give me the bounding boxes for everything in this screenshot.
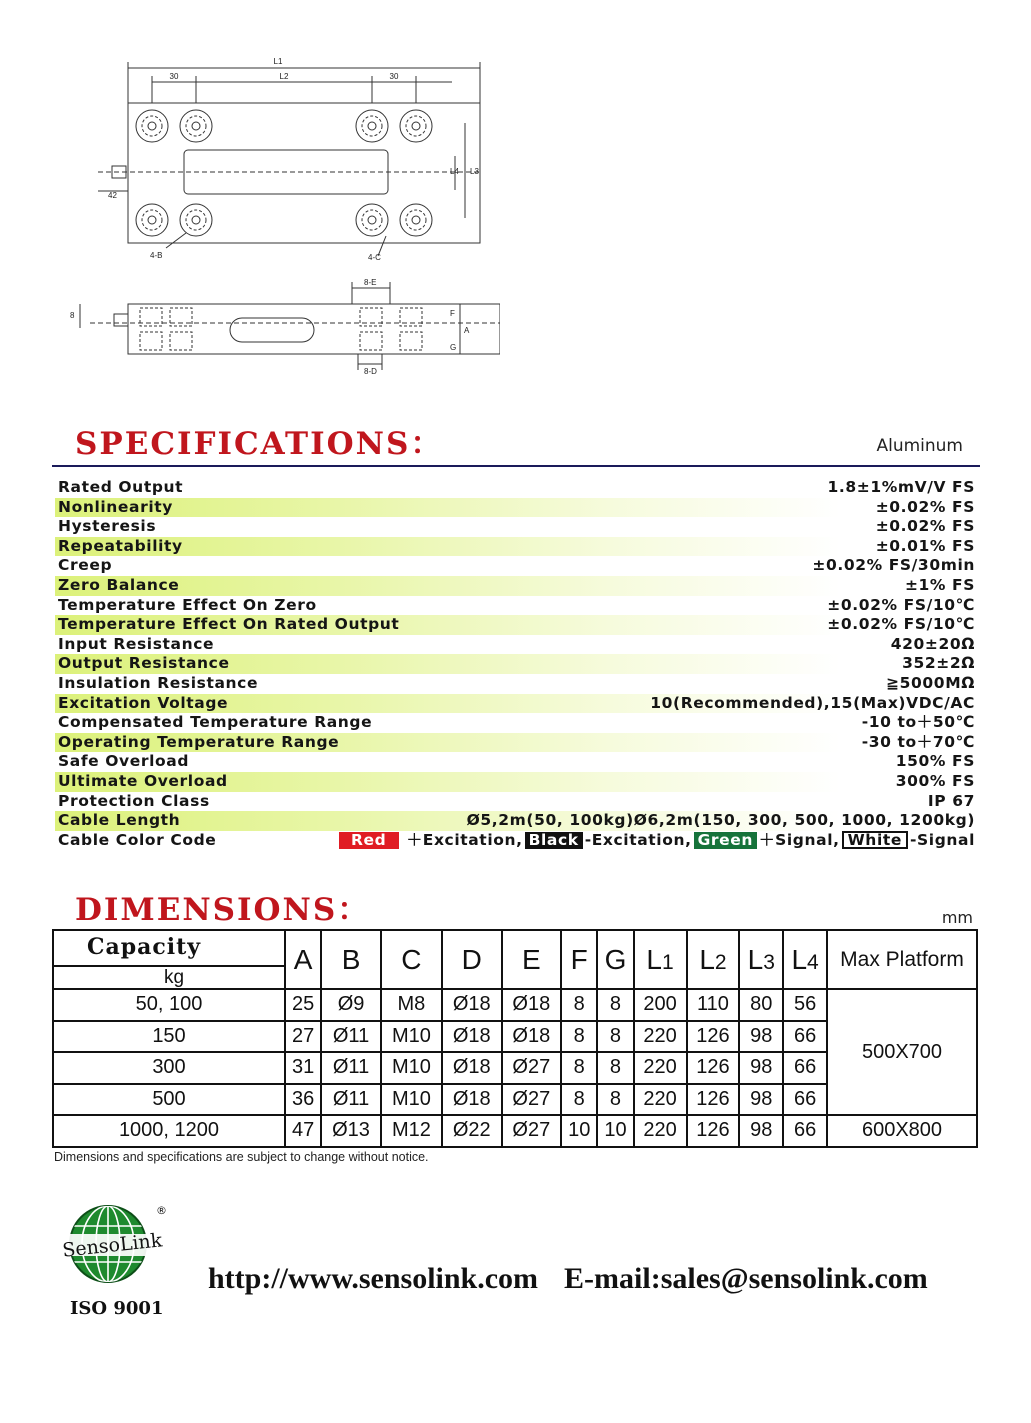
cell-l1: 200	[634, 989, 687, 1021]
cell-d: Ø22	[442, 1115, 502, 1147]
spec-row	[55, 596, 979, 616]
section-divider	[52, 465, 980, 467]
green-wire-badge: Green	[694, 832, 757, 849]
spec-value: Ø5,2m(50, 100kg)Ø6,2m(150, 300, 500, 1000, 1200kg)	[466, 811, 975, 830]
platform-cell-small: 500X700	[827, 989, 977, 1115]
label-hole-left: 4-B	[150, 251, 163, 260]
cell-l3: 98	[739, 1021, 783, 1053]
spec-value: 10(Recommended),15(Max)VDC/AC	[650, 693, 975, 712]
capacity-cell: 500	[53, 1084, 285, 1116]
spec-row	[55, 478, 979, 498]
spec-row	[55, 498, 979, 518]
column-a-header: A	[285, 930, 321, 989]
spec-value: -30 to＋70℃	[861, 732, 975, 751]
cell-l4: 56	[783, 989, 827, 1021]
column-b-header: B	[321, 930, 381, 989]
cell-g: 8	[597, 1021, 633, 1053]
cell-d: Ø18	[442, 1084, 502, 1116]
cell-l2: 110	[687, 989, 740, 1021]
cell-l2: 126	[687, 1084, 740, 1116]
globe-icon	[58, 1196, 178, 1296]
email-link[interactable]: E-mail:sales@sensolink.com	[564, 1262, 928, 1295]
spec-row	[55, 811, 979, 831]
spec-value: 1.8±1%mV/V FS	[827, 478, 975, 496]
cell-l4: 66	[783, 1084, 827, 1116]
column-l3-header: L3	[739, 930, 783, 989]
column-g-header: G	[597, 930, 633, 989]
label-right-spacing: 30	[389, 72, 399, 81]
capacity-header	[53, 930, 285, 989]
spec-value: 352±2Ω	[902, 654, 975, 673]
cell-b: Ø11	[321, 1021, 381, 1053]
cell-l4: 66	[783, 1115, 827, 1147]
spec-value: ±0.02% FS/10℃	[827, 615, 975, 634]
label-g: G	[450, 343, 457, 352]
disclaimer-note: Dimensions and specifications are subject to change without notice.	[54, 1150, 429, 1164]
column-d-header: D	[442, 930, 502, 989]
spec-row	[55, 537, 979, 557]
spec-value: ±0.02% FS	[875, 497, 975, 516]
cell-l2: 126	[687, 1021, 740, 1053]
cell-l3: 80	[739, 989, 783, 1021]
spec-label: Temperature Effect On Rated Output	[58, 615, 400, 634]
spec-row	[55, 674, 979, 694]
spec-value: ±1% FS	[904, 575, 975, 594]
cell-d: Ø18	[442, 1021, 502, 1053]
column-c-header: C	[381, 930, 442, 989]
cell-l2: 126	[687, 1052, 740, 1084]
label-a: A	[464, 326, 470, 335]
cell-e: Ø18	[502, 1021, 562, 1053]
cell-l4: 66	[783, 1052, 827, 1084]
label-l3: L3	[470, 167, 479, 176]
cell-b: Ø9	[321, 989, 381, 1021]
spec-label: Temperature Effect On Zero	[58, 595, 317, 614]
capacity-header-label: Capacity	[86, 934, 202, 960]
spec-row	[55, 694, 979, 714]
spec-label: Output Resistance	[58, 654, 230, 673]
cell-a: 31	[285, 1052, 321, 1084]
cell-e: Ø27	[502, 1115, 562, 1147]
column-f-header: F	[561, 930, 597, 989]
spec-label: Compensated Temperature Range	[58, 713, 373, 732]
cell-a: 25	[285, 989, 321, 1021]
cell-l1: 220	[634, 1021, 687, 1053]
registered-mark: ®	[156, 1204, 167, 1217]
red-wire-meaning: ＋Excitation,	[406, 830, 523, 849]
cell-a: 36	[285, 1084, 321, 1116]
cell-b: Ø11	[321, 1084, 381, 1116]
capacity-cell: 1000, 1200	[53, 1115, 285, 1147]
spec-label: Insulation Resistance	[58, 673, 259, 692]
cell-e: Ø18	[502, 989, 562, 1021]
black-wire-meaning: -Excitation,	[584, 830, 692, 849]
cell-g: 8	[597, 1084, 633, 1116]
label-f: F	[450, 309, 455, 318]
spec-row	[55, 792, 979, 812]
spec-value: ≧5000MΩ	[886, 673, 975, 692]
cell-b: Ø13	[321, 1115, 381, 1147]
material-label: Aluminum	[876, 436, 963, 456]
contact-line	[208, 1262, 928, 1296]
cell-c: M10	[381, 1084, 442, 1116]
spec-row	[55, 615, 979, 635]
specifications-title: SPECIFICATIONS：	[75, 426, 444, 462]
spec-row	[55, 654, 979, 674]
label-l1: L1	[273, 57, 283, 66]
cell-f: 8	[561, 1052, 597, 1084]
spec-label: Cable Length	[58, 811, 181, 830]
cell-e: Ø27	[502, 1052, 562, 1084]
black-wire-badge: Black	[525, 832, 583, 849]
spec-row	[55, 576, 979, 596]
dimensions-unit: mm	[941, 908, 973, 927]
spec-value: 420±20Ω	[890, 634, 975, 653]
spec-row	[55, 772, 979, 792]
green-wire-meaning: ＋Signal,	[759, 830, 840, 849]
label-height: 8	[70, 311, 75, 320]
spec-label: Cable Color Code	[58, 830, 217, 849]
spec-label: Ultimate Overload	[58, 771, 228, 790]
spec-value: ±0.02% FS/10℃	[827, 595, 975, 614]
cable-color-row	[55, 831, 979, 851]
spec-label: Operating Temperature Range	[58, 732, 340, 751]
dimensions-table	[52, 929, 978, 1148]
cell-l3: 98	[739, 1115, 783, 1147]
cell-l1: 220	[634, 1115, 687, 1147]
table-header-row	[53, 930, 977, 989]
capacity-cell: 150	[53, 1021, 285, 1053]
cell-g: 8	[597, 989, 633, 1021]
column-e-header: E	[502, 930, 562, 989]
column-l2-header: L2	[687, 930, 740, 989]
spec-row	[55, 517, 979, 537]
cell-c: M12	[381, 1115, 442, 1147]
cell-l1: 220	[634, 1084, 687, 1116]
sensolink-logo	[58, 1196, 178, 1296]
cell-f: 8	[561, 1021, 597, 1053]
spec-value: ±0.01% FS	[875, 536, 975, 555]
cell-l1: 220	[634, 1052, 687, 1084]
capacity-unit-label: kg	[163, 967, 185, 988]
cell-f: 8	[561, 1084, 597, 1116]
cell-d: Ø18	[442, 989, 502, 1021]
cell-a: 27	[285, 1021, 321, 1053]
spec-row	[55, 556, 979, 576]
capacity-cell: 50, 100	[53, 989, 285, 1021]
cell-c: M8	[381, 989, 442, 1021]
cable-color-values	[337, 831, 975, 851]
red-wire-badge: Red	[339, 832, 399, 849]
spec-list	[55, 478, 979, 850]
spec-row	[55, 635, 979, 655]
label-left-spacing: 30	[169, 72, 179, 81]
label-bottom-hole: 8-D	[364, 367, 377, 376]
white-wire-badge: White	[842, 831, 908, 849]
max-platform-header: Max Platform	[827, 930, 977, 989]
cell-g: 10	[597, 1115, 633, 1147]
spec-label: Safe Overload	[58, 752, 190, 771]
spec-label: Repeatability	[58, 536, 183, 555]
spec-value: 300% FS	[895, 771, 975, 790]
spec-value: IP 67	[927, 791, 975, 810]
spec-value: 150% FS	[895, 752, 975, 771]
spec-row	[55, 752, 979, 772]
table-row	[53, 1115, 977, 1147]
cell-d: Ø18	[442, 1052, 502, 1084]
cell-l3: 98	[739, 1084, 783, 1116]
label-top-hole: 8-E	[364, 278, 377, 287]
spec-label: Rated Output	[58, 478, 184, 496]
cell-l4: 66	[783, 1021, 827, 1053]
cell-g: 8	[597, 1052, 633, 1084]
load-cell-drawing-svg	[60, 48, 500, 388]
cell-e: Ø27	[502, 1084, 562, 1116]
logo-brand-text: SensoLink	[61, 1229, 164, 1262]
label-l4: L4	[450, 167, 459, 176]
iso-certification: ISO 9001	[70, 1298, 164, 1319]
cell-c: M10	[381, 1021, 442, 1053]
cell-f: 10	[561, 1115, 597, 1147]
spec-label: Nonlinearity	[58, 497, 173, 516]
label-cable-offset: 42	[108, 191, 117, 200]
capacity-cell: 300	[53, 1052, 285, 1084]
cell-l3: 98	[739, 1052, 783, 1084]
cell-f: 8	[561, 989, 597, 1021]
spec-label: Protection Class	[58, 791, 210, 810]
spec-value: -10 to＋50℃	[861, 713, 975, 732]
technical-drawing	[60, 48, 500, 388]
spec-row	[55, 713, 979, 733]
column-l1-header: L1	[634, 930, 687, 989]
table-row	[53, 989, 977, 1021]
label-l2: L2	[279, 72, 289, 81]
top-view-body	[128, 103, 480, 243]
website-link[interactable]: http://www.sensolink.com	[208, 1262, 539, 1295]
spec-label: Excitation Voltage	[58, 693, 229, 712]
cell-c: M10	[381, 1052, 442, 1084]
spec-row	[55, 733, 979, 753]
cell-l2: 126	[687, 1115, 740, 1147]
white-wire-meaning: -Signal	[909, 830, 975, 849]
spec-value: ±0.02% FS	[875, 517, 975, 536]
cell-b: Ø11	[321, 1052, 381, 1084]
spec-label: Zero Balance	[58, 575, 180, 594]
label-hole-right: 4-C	[368, 253, 381, 262]
spec-label: Hysteresis	[58, 517, 157, 536]
column-l4-header: L4	[783, 930, 827, 989]
dimensions-title: DIMENSIONS：	[75, 892, 371, 928]
spec-value: ±0.02% FS/30min	[812, 556, 975, 575]
spec-label: Creep	[58, 556, 113, 575]
spec-label: Input Resistance	[58, 634, 215, 653]
cell-a: 47	[285, 1115, 321, 1147]
platform-cell-large: 600X800	[827, 1115, 977, 1147]
